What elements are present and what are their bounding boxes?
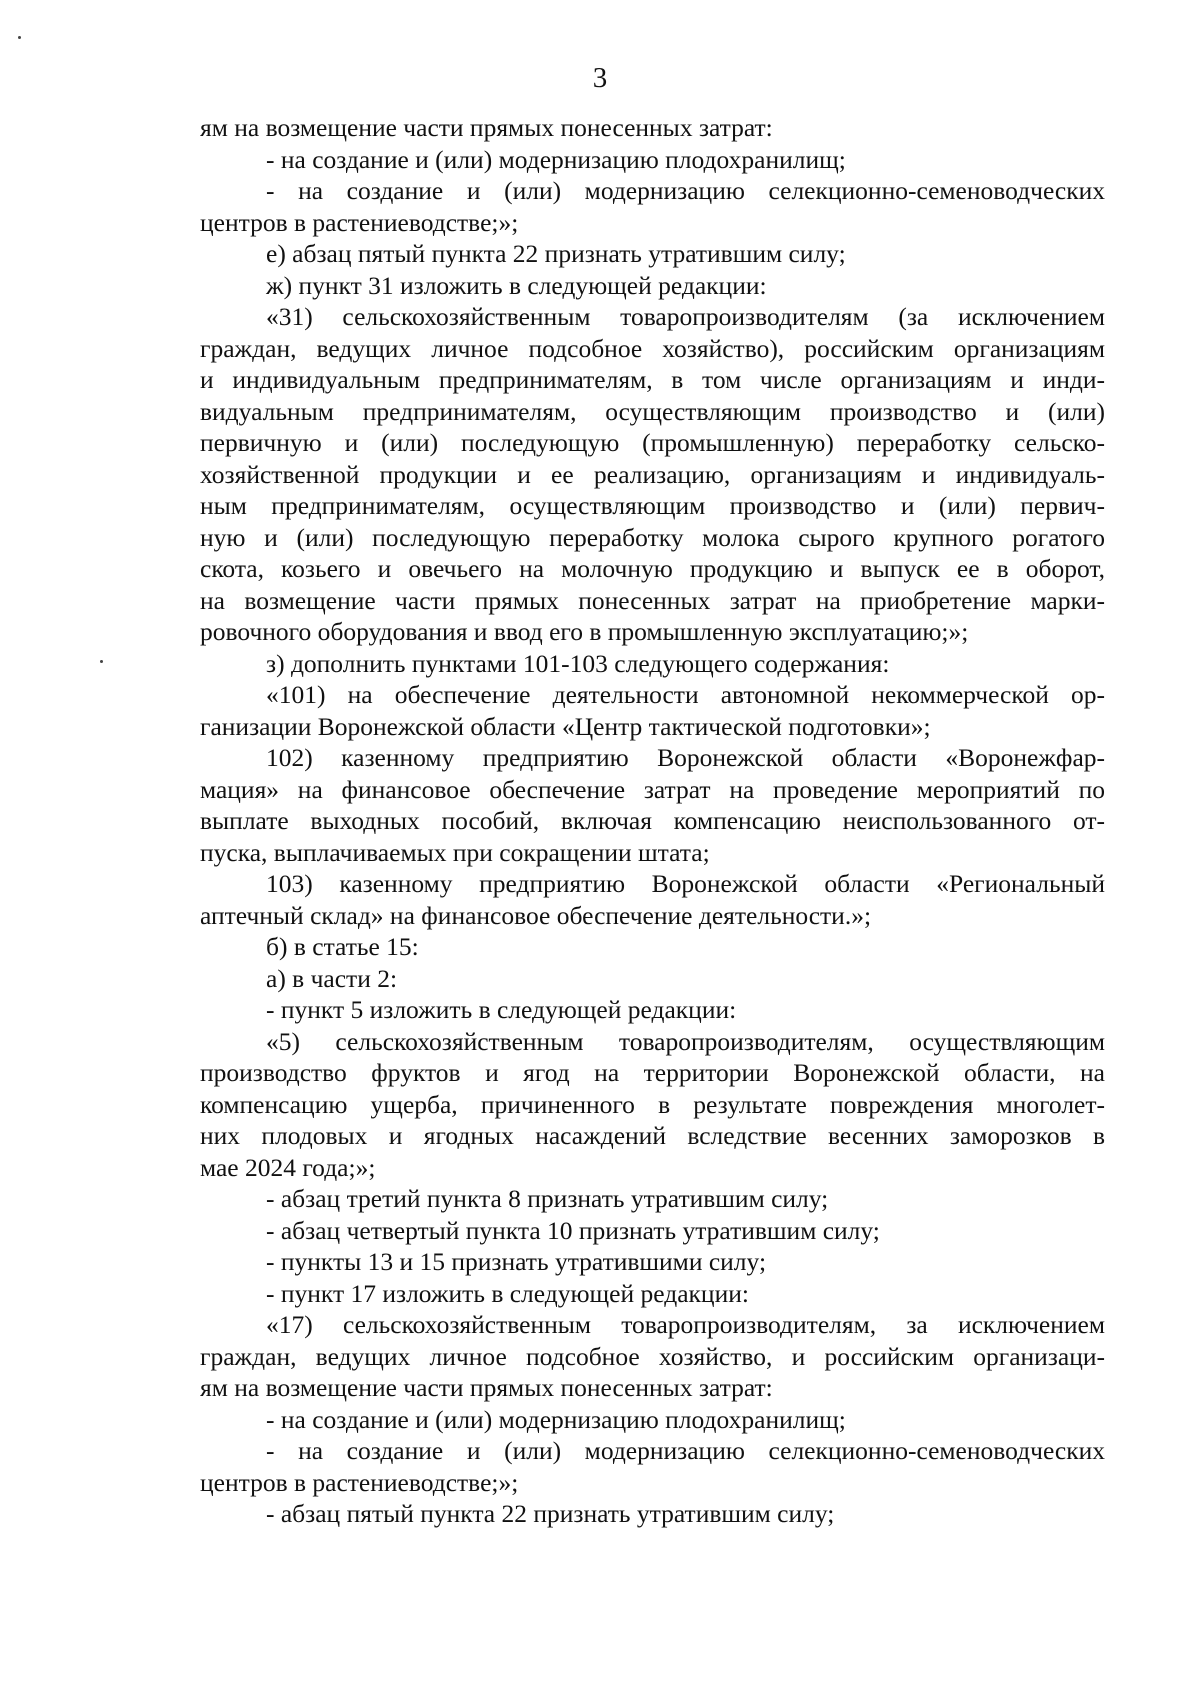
text-line: ям на возмещение части прямых понесенных затрат: (200, 113, 773, 142)
text-line: - абзац четвертый пункта 10 признать утратившим силу; (266, 1215, 880, 1245)
text-line: ж) пункт 31 изложить в следующей редакции: (266, 270, 767, 300)
text-line: видуальным предпринимателям, осуществляющим производство и (или) (200, 396, 1105, 426)
text-line: скота, козьего и овечьего на молочную продукцию и выпуск ее в оборот, (200, 554, 1105, 583)
page-number: 3 (592, 62, 608, 94)
text-line: центров в растениеводстве;»; (200, 1467, 519, 1497)
text-line: - на создание и (или) модернизацию плодохранилищ; (266, 1404, 846, 1434)
text-line: «5) сельскохозяйственным товаропроизводителям, осуществляющим (266, 1026, 1105, 1056)
text-line: пуска, выплачиваемых при сокращении штата; (200, 837, 710, 867)
text-line: центров в растениеводстве;»; (200, 207, 519, 237)
text-line: ям на возмещение части прямых понесенных затрат: (200, 1373, 773, 1402)
text-line: ную и (или) последующую переработку молока сырого крупного рогатого (200, 522, 1105, 552)
text-line: первичную и (или) последующую (промышленную) переработку сельско- (200, 428, 1105, 457)
text-line: граждан, ведущих личное подсобное хозяйство, и российским организаци- (200, 1341, 1105, 1371)
text-line: «31) сельскохозяйственным товаропроизводителям (за исключением (266, 302, 1105, 331)
text-line: - абзац пятый пункта 22 признать утратившим силу; (266, 1499, 835, 1528)
text-line: хозяйственной продукции и ее реализацию, организациям и индивидуаль- (200, 459, 1105, 489)
scan-speck (18, 36, 21, 39)
text-line: и индивидуальным предпринимателям, в том числе организациям и инди- (200, 365, 1105, 394)
text-line: «17) сельскохозяйственным товаропроизводителям, за исключением (266, 1310, 1105, 1339)
text-line: - на создание и (или) модернизацию плодохранилищ; (266, 144, 846, 174)
text-line: мае 2024 года;»; (200, 1152, 376, 1182)
text-line: - на создание и (или) модернизацию селекционно-семеноводческих (266, 176, 1105, 205)
text-line: мация» на финансовое обеспечение затрат на проведение мероприятий по (200, 774, 1105, 804)
text-line: «101) на обеспечение деятельности автономной некоммерческой ор- (266, 680, 1105, 709)
text-line: б) в статье 15: (266, 932, 419, 961)
text-line: - абзац третий пункта 8 признать утратившим силу; (266, 1184, 829, 1213)
text-line: аптечный склад» на финансовое обеспечение деятельности.»; (200, 900, 872, 930)
text-line: них плодовых и ягодных насаждений вследствие весенних заморозков в (200, 1121, 1105, 1150)
text-line: а) в части 2: (266, 963, 398, 993)
text-line: - на создание и (или) модернизацию селекционно-семеноводческих (266, 1436, 1105, 1465)
text-line: е) абзац пятый пункта 22 признать утратившим силу; (266, 239, 846, 268)
text-line: 103) казенному предприятию Воронежской области «Региональный (266, 869, 1105, 898)
text-line: на возмещение части прямых понесенных затрат на приобретение марки- (200, 585, 1105, 615)
text-line: ровочного оборудования и ввод его в промышленную эксплуатацию;»; (200, 617, 969, 646)
text-line: компенсацию ущерба, причиненного в результате повреждения многолет- (200, 1089, 1105, 1119)
text-line: - пункты 13 и 15 признать утратившими силу; (266, 1247, 767, 1276)
text-line: 102) казенному предприятию Воронежской области «Воронежфар- (266, 743, 1105, 772)
text-line: ным предпринимателям, осуществляющим производство и (или) первич- (200, 491, 1105, 520)
text-line: з) дополнить пунктами 101-103 следующего содержания: (266, 648, 890, 678)
text-line: - пункт 5 изложить в следующей редакции: (266, 995, 737, 1024)
text-line: производство фруктов и ягод на территории Воронежской области, на (200, 1058, 1105, 1087)
text-line: граждан, ведущих личное подсобное хозяйство), российским организациям (200, 333, 1105, 363)
text-line: ганизации Воронежской области «Центр тактической подготовки»; (200, 711, 931, 741)
text-line: выплате выходных пособий, включая компенсацию неиспользованного от- (200, 806, 1105, 835)
scan-speck (100, 660, 103, 663)
text-line: - пункт 17 изложить в следующей редакции: (266, 1278, 749, 1308)
body-text (200, 112, 1105, 1530)
